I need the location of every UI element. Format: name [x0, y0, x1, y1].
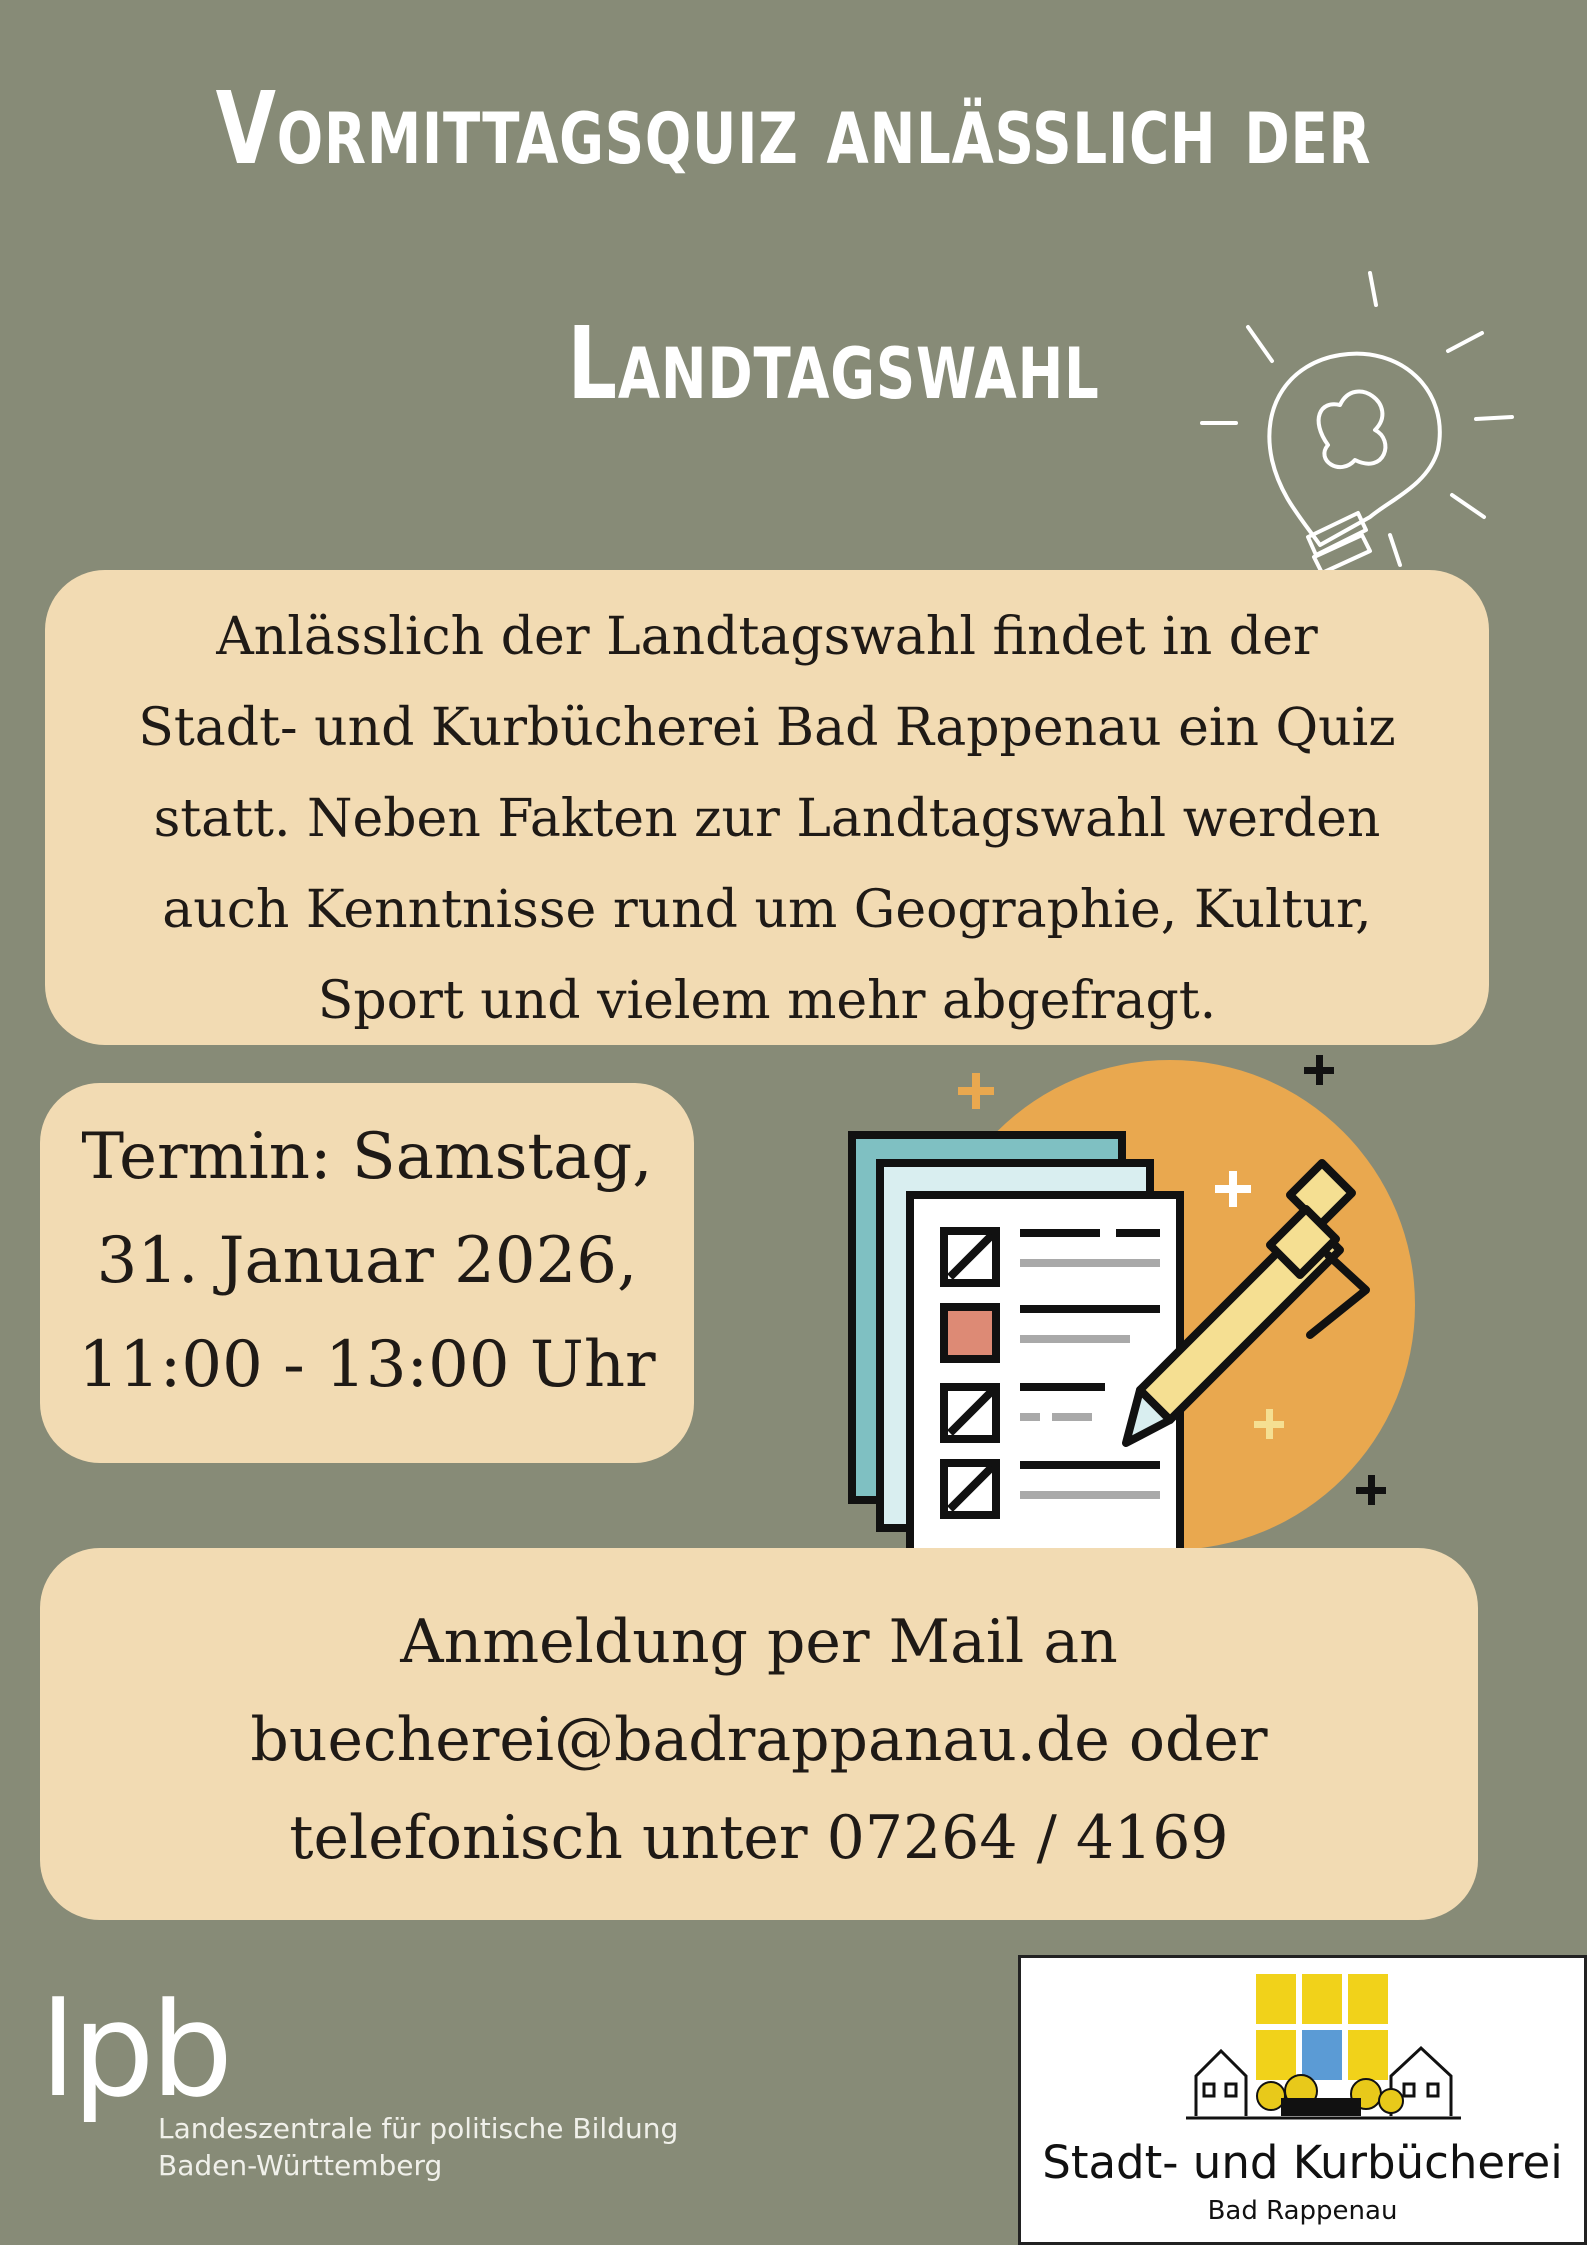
- contact-phone[interactable]: telefonisch unter 07264 / 4169: [289, 1803, 1229, 1873]
- intro-line: statt. Neben Fakten zur Landtagswahl werden: [153, 789, 1381, 849]
- intro-line: Sport und vielem mehr abgefragt.: [317, 971, 1217, 1031]
- intro-line: auch Kenntnisse rund um Geographie, Kultur,: [162, 880, 1372, 940]
- intro-text: [45, 570, 1489, 1047]
- lpb-name-line-1: Landeszentrale für politische Bildung: [158, 2112, 679, 2145]
- contact-email[interactable]: buecherei@badrappanau.de oder: [250, 1705, 1268, 1775]
- contact-line: Anmeldung per Mail an: [400, 1607, 1118, 1677]
- intro-box: [45, 570, 1489, 1045]
- lpb-name: [158, 2110, 718, 2184]
- title-line-2: Landtagswahl: [567, 305, 1100, 422]
- date-line: Termin: Samstag,: [81, 1120, 653, 1194]
- date-line: 31. Januar 2026,: [96, 1224, 638, 1298]
- date-line: 11:00 - 13:00 Uhr: [78, 1328, 656, 1402]
- library-logo: [1018, 1955, 1587, 2245]
- lpb-mark: lpb: [40, 1974, 230, 2126]
- library-emblem-icon: [1176, 1966, 1466, 2136]
- lightbulb-icon: [1190, 255, 1530, 595]
- intro-line: Anlässlich der Landtagswahl findet in der: [216, 607, 1318, 667]
- library-sub: Bad Rappenau: [1207, 2196, 1398, 2226]
- library-name: Stadt- und Kurbücherei: [1042, 2136, 1563, 2189]
- lpb-logo: [40, 1974, 679, 2182]
- quiz-checklist-icon: [830, 1045, 1430, 1575]
- date-box: [40, 1083, 694, 1463]
- intro-line: Stadt- und Kurbücherei Bad Rappenau ein Quiz: [138, 698, 1396, 758]
- contact-box: [40, 1548, 1478, 1920]
- title-line-1: Vormittagsquiz anlässlich der: [215, 70, 1372, 187]
- lpb-name-line-2: Baden-Württemberg: [158, 2149, 443, 2182]
